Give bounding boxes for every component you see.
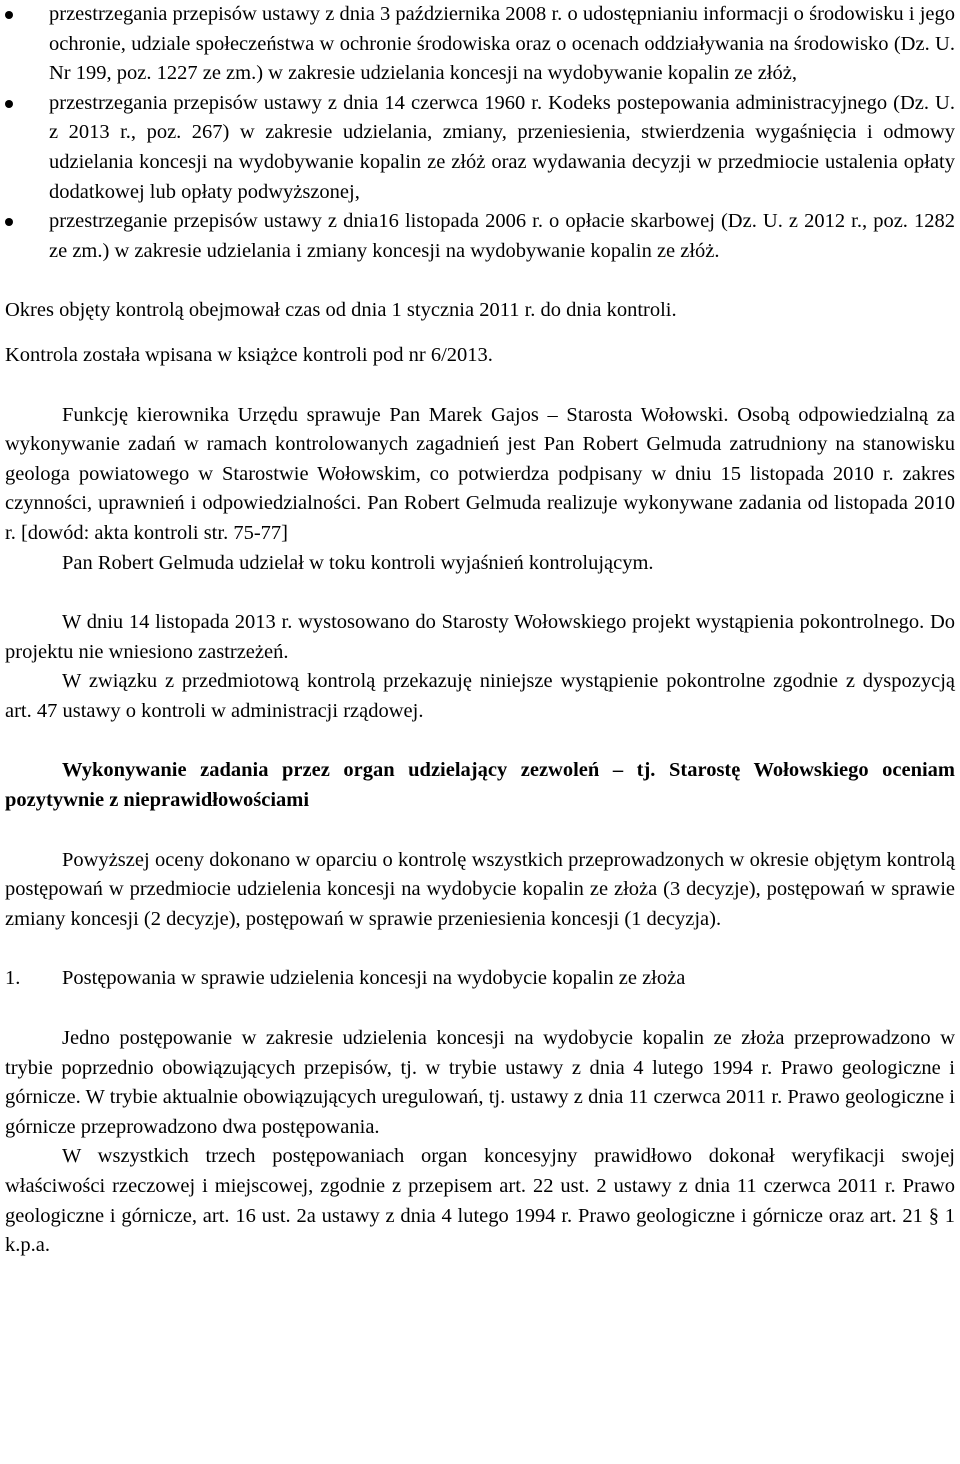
list-item-text: przestrzegania przepisów ustawy z dnia 3 października 2008 r. o udostępnianiu informacji o środowisku i jego ochronie, udziale społeczeństwa w ochronie środowiska oraz o ocenach oddziaływania na środowisko (Dz. U. Nr 199, poz. 1227 ze zm.) w zakresie udzielania koncesji na wydobywanie kopalin ze złóż, xyxy=(49,3,955,85)
period-paragraph: Okres objęty kontrolą obejmował czas od dnia 1 stycznia 2011 r. do dnia kontroli. xyxy=(5,299,677,322)
document-page xyxy=(5,0,955,1261)
explanations-paragraph: Pan Robert Gelmuda udzielał w toku kontroli wyjaśnień kontrolującym. xyxy=(62,551,654,574)
responsibility-paragraph: Funkcję kierownika Urzędu sprawuje Pan Marek Gajos – Starosta Wołowski. Osobą odpowiedzialną za wykonywanie zadań w ramach kontrolowanych zagadnień jest Pan Robert Gelmuda zatrudniony na stanowisku geologa powiatowego w Starostwie Wołowskim, co potwierdza podpisany w dniu 15 listopada 2010 r. zakres czynności, uprawnień i odpowiedzialności. Pan Robert Gelmuda realizuje wykonywane zadania od listopada 2010 r. [dowód: akta kontroli str. 75-77] xyxy=(5,403,955,544)
bullet-icon xyxy=(5,100,13,108)
section-heading xyxy=(5,964,955,994)
assessment-heading: Wykonywanie zadania przez organ udzielający zezwoleń – tj. Starostę Wołowskiego oceniam pozytywnie z nieprawidłowościami xyxy=(5,759,955,812)
scope-list xyxy=(5,0,955,266)
verification-paragraph: W wszystkich trzech postępowaniach organ koncesyjny prawidłowo dokonał weryfikacji swojej właściwości rzeczowej i miejscowej, zgodnie z przepisem art. 22 ust. 2 ustawy z dnia 11 czerwca 2011 r. Prawo geologiczne i górnicze, art. 16 ust. 2a ustawy z dnia 4 lutego 1994 r. Prawo geologiczne i górnicze oraz art. 21 § 1 k.p.a. xyxy=(5,1145,955,1257)
list-item xyxy=(5,0,955,89)
basis-paragraph: Powyższej oceny dokonano w oparciu o kontrolę wszystkich przeprowadzonych w okresie objętym kontrolą postępowań w przedmiocie udzielenia koncesji na wydobycie kopalin ze złoża (3 decyzje), postępowań w sprawie zmiany koncesji (2 decyzje), postępowań w sprawie przeniesienia koncesji (1 decyzja). xyxy=(5,848,955,930)
proceedings-paragraph: Jedno postępowanie w zakresie udzielenia koncesji na wydobycie kopalin ze złoża przeprowadzono w trybie poprzednio obowiązujących przepisów, tj. w trybie ustawy z dnia 4 lutego 1994 r. Prawo geologiczne i górnicze. W trybie aktualnie obowiązujących uregulowań, tj. ustawy z dnia 11 czerwca 2011 r. Prawo geologiczne i górnicze przeprowadzono dwa postępowania. xyxy=(5,1027,955,1138)
list-item-text: przestrzegania przepisów ustawy z dnia 14 czerwca 1960 r. Kodeks postepowania administracyjnego (Dz. U. z 2013 r., poz. 267) w zakresie udzielania, zmiany, przeniesienia, stwierdzenia wygaśnięcia i odmowy udzielania koncesji na wydobywanie kopalin ze złóż oraz wydawania decyzji w przedmiocie ustalenia opłaty dodatkowej lub opłaty podwyższonej, xyxy=(49,91,955,203)
bullet-icon xyxy=(5,11,13,19)
list-item xyxy=(5,207,955,266)
draft-paragraph: W dniu 14 listopada 2013 r. wystosowano do Starosty Wołowskiego projekt wystąpienia pokontrolnego. Do projektu nie wniesiono zastrzeżeń. xyxy=(5,611,955,663)
transfer-paragraph: W związku z przedmiotową kontrolą przekazuję niniejsze wystąpienie pokontrolne zgodnie z dyspozycją art. 47 ustawy o kontroli w administracji rządowej. xyxy=(5,670,955,722)
list-item-text: przestrzeganie przepisów ustawy z dnia16 listopada 2006 r. o opłacie skarbowej (Dz. U. z 2012 r., poz. 1282 ze zm.) w zakresie udzielania i zmiany koncesji na wydobywanie kopalin ze złóż. xyxy=(49,210,955,262)
registry-paragraph: Kontrola została wpisana w książce kontroli pod nr 6/2013. xyxy=(5,343,493,366)
bullet-icon xyxy=(5,218,13,226)
section-title: Postępowania w sprawie udzielenia koncesji na wydobycie kopalin ze złoża xyxy=(62,967,686,990)
list-item xyxy=(5,89,955,207)
section-number: 1. xyxy=(5,967,21,990)
